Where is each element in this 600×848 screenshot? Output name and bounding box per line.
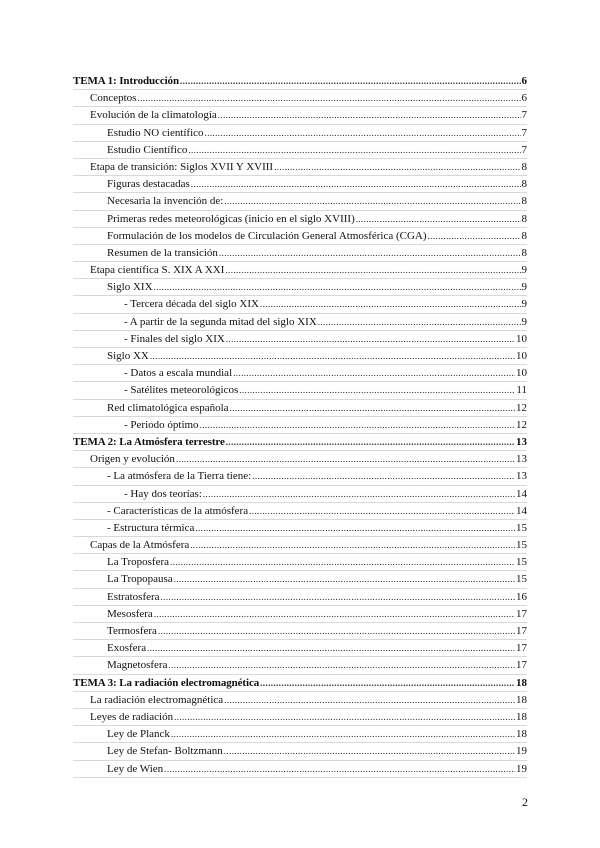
toc-dot-leader — [224, 692, 515, 709]
toc-entry-title: Exosfera — [107, 642, 147, 655]
toc-entry[interactable] — [73, 279, 527, 296]
toc-dot-leader — [168, 657, 515, 674]
toc-entry-title: Ley de Planck — [107, 728, 170, 741]
toc-dot-leader — [356, 211, 521, 228]
toc-entry[interactable] — [73, 228, 527, 245]
toc-dot-leader — [274, 159, 520, 176]
toc-entry-title: Mesosfera — [107, 607, 153, 620]
toc-entry-title: La Troposfera — [107, 556, 170, 569]
toc-entry-page: 7 — [521, 143, 527, 156]
toc-entry-page: 8 — [521, 178, 527, 191]
toc-entry-title: Estudio NO científico — [107, 126, 204, 139]
toc-entry-page: 16 — [516, 590, 527, 603]
toc-dot-leader — [174, 571, 515, 588]
toc-entry[interactable] — [73, 365, 527, 382]
toc-entry[interactable] — [73, 657, 527, 674]
toc-entry[interactable] — [73, 640, 527, 657]
toc-entry-page: 8 — [521, 229, 527, 242]
toc-entry[interactable] — [73, 142, 527, 159]
toc-entry-page: 17 — [516, 642, 527, 655]
toc-dot-leader — [171, 726, 515, 743]
toc-entry-title: Necesaria la invención de: — [107, 195, 224, 208]
toc-dot-leader — [147, 640, 515, 657]
toc-entry[interactable] — [73, 296, 527, 313]
toc-entry-page: 8 — [521, 212, 527, 225]
toc-entry[interactable] — [73, 692, 527, 709]
toc-entry-page: 14 — [516, 487, 527, 500]
toc-entry-page: 6 — [521, 92, 527, 105]
toc-entry-title: - A partir de la segunda mitad del siglo XIX — [124, 315, 317, 328]
toc-entry[interactable] — [73, 554, 527, 571]
toc-dot-leader — [158, 623, 515, 640]
toc-entry-page: 17 — [516, 659, 527, 672]
toc-dot-leader — [137, 90, 520, 107]
toc-entry-title: - La atmósfera de la Tierra tiene: — [107, 470, 252, 483]
toc-entry-page: 7 — [521, 109, 527, 122]
toc-entry-page: 18 — [516, 676, 527, 689]
toc-entry[interactable] — [73, 675, 527, 692]
toc-entry[interactable] — [73, 571, 527, 588]
toc-entry-title: Figuras destacadas — [107, 178, 190, 191]
toc-entry-page: 10 — [516, 367, 527, 380]
toc-entry-title: Leyes de radiación — [90, 710, 174, 723]
toc-entry-title: - Periodo óptimo — [124, 418, 199, 431]
toc-dot-leader — [161, 589, 515, 606]
toc-dot-leader — [260, 675, 515, 692]
toc-entry[interactable] — [73, 382, 527, 399]
toc-entry-page: 8 — [521, 160, 527, 173]
toc-entry[interactable] — [73, 348, 527, 365]
toc-entry-page: 13 — [516, 470, 527, 483]
toc-entry-page: 12 — [516, 401, 527, 414]
toc-entry[interactable] — [73, 434, 527, 451]
toc-dot-leader — [225, 262, 520, 279]
toc-entry[interactable] — [73, 709, 527, 726]
toc-entry[interactable] — [73, 125, 527, 142]
toc-entry-page: 18 — [516, 693, 527, 706]
toc-entry[interactable] — [73, 606, 527, 623]
toc-entry-page: 17 — [516, 625, 527, 637]
toc-entry-title: - Estructura térmica — [107, 521, 195, 534]
toc-dot-leader — [190, 537, 515, 554]
toc-entry[interactable] — [73, 451, 527, 468]
toc-dot-leader — [191, 176, 521, 193]
toc-dot-leader — [230, 400, 515, 417]
toc-entry[interactable] — [73, 73, 527, 90]
toc-dot-leader — [218, 107, 521, 124]
toc-entry-page: 9 — [521, 281, 527, 294]
toc-entry-page: 13 — [516, 435, 527, 448]
toc-dot-leader — [176, 451, 515, 468]
toc-dot-leader — [188, 142, 520, 159]
toc-dot-leader — [226, 331, 515, 348]
toc-entry-page: 17 — [516, 607, 527, 620]
toc-entry-page: 8 — [521, 195, 527, 208]
toc-entry[interactable] — [73, 623, 527, 640]
toc-entry[interactable] — [73, 90, 527, 107]
toc-entry-page: 7 — [521, 126, 527, 139]
toc-entry[interactable] — [73, 468, 527, 485]
toc-entry-title: - Satélites meteorológicos — [124, 384, 239, 397]
toc-entry-title: Ley de Stefan- Boltzmann — [107, 745, 223, 758]
table-of-contents — [73, 73, 527, 778]
toc-dot-leader — [164, 761, 515, 778]
toc-entry-title: Estudio Científico — [107, 143, 188, 156]
toc-entry[interactable] — [73, 245, 527, 262]
toc-entry[interactable] — [73, 417, 527, 434]
toc-dot-leader — [203, 486, 515, 503]
toc-entry[interactable] — [73, 486, 527, 503]
toc-dot-leader — [252, 468, 515, 485]
toc-entry[interactable] — [73, 107, 527, 124]
toc-dot-leader — [195, 520, 515, 537]
toc-entry-title: Capas de la Atmósfera — [90, 539, 190, 552]
toc-entry[interactable] — [73, 503, 527, 520]
toc-dot-leader — [154, 279, 521, 296]
toc-entry-page: 13 — [516, 453, 527, 466]
toc-entry-title: Etapa científica S. XIX A XXI — [90, 264, 225, 277]
toc-dot-leader — [318, 314, 521, 331]
toc-entry-page: 18 — [516, 728, 527, 741]
toc-dot-leader — [224, 743, 515, 760]
toc-dot-leader — [260, 296, 521, 313]
toc-entry-title: La Tropopausa — [107, 573, 173, 586]
toc-entry-title: - Tercera década del siglo XIX — [124, 298, 259, 311]
toc-entry-page: 15 — [516, 573, 527, 586]
toc-entry-page: 11 — [516, 384, 527, 397]
toc-entry-title: Conceptos — [90, 92, 137, 105]
toc-entry-page: 10 — [516, 332, 527, 345]
toc-entry-title: Resumen de la transición — [107, 246, 218, 259]
toc-entry-page: 9 — [521, 298, 527, 311]
toc-dot-leader — [205, 125, 521, 142]
toc-entry[interactable] — [73, 743, 527, 760]
toc-dot-leader — [226, 434, 515, 451]
toc-dot-leader — [233, 365, 515, 382]
toc-entry-title: TEMA 3: La radiación electromagnética — [73, 676, 260, 689]
toc-entry-page: 15 — [516, 556, 527, 569]
toc-entry-page: 19 — [516, 762, 527, 775]
toc-entry[interactable] — [73, 726, 527, 743]
toc-entry-title: Termosfera — [107, 625, 157, 637]
toc-dot-leader — [200, 417, 515, 434]
toc-dot-leader — [154, 606, 515, 623]
toc-entry-title: Siglo XX — [107, 350, 149, 362]
toc-entry-page: 19 — [516, 745, 527, 758]
toc-entry[interactable] — [73, 193, 527, 210]
toc-entry-page: 12 — [516, 418, 527, 431]
toc-dot-leader — [150, 348, 515, 365]
toc-entry-page: 9 — [521, 264, 527, 277]
toc-entry-title: Estratosfera — [107, 590, 160, 603]
toc-dot-leader — [224, 193, 520, 210]
toc-entry-title: - Hay dos teorías: — [124, 487, 202, 500]
toc-entry[interactable] — [73, 520, 527, 537]
toc-entry-page: 9 — [521, 315, 527, 328]
toc-entry[interactable] — [73, 211, 527, 228]
toc-dot-leader — [174, 709, 515, 726]
toc-entry[interactable] — [73, 331, 527, 348]
toc-entry-page: 8 — [521, 246, 527, 259]
toc-entry[interactable] — [73, 761, 527, 778]
toc-dot-leader — [239, 382, 515, 399]
toc-entry-title: - Características de la atmósfera — [107, 504, 249, 517]
toc-entry-title: Evolución de la climatología — [90, 109, 217, 122]
toc-dot-leader — [219, 245, 521, 262]
toc-entry-title: La radiación electromagnética — [90, 693, 224, 706]
toc-entry-page: 18 — [516, 710, 527, 723]
toc-dot-leader — [249, 503, 515, 520]
toc-entry-title: Magnetosfera — [107, 659, 168, 672]
toc-entry-title: - Datos a escala mundial — [124, 367, 233, 380]
toc-entry-page: 14 — [516, 504, 527, 517]
toc-entry-page: 6 — [521, 75, 527, 87]
toc-entry[interactable] — [73, 537, 527, 554]
toc-entry[interactable] — [73, 589, 527, 606]
toc-entry-page: 15 — [516, 521, 527, 534]
toc-dot-leader — [170, 554, 515, 571]
toc-entry[interactable] — [73, 262, 527, 279]
toc-entry[interactable] — [73, 176, 527, 193]
toc-entry-title: Formulación de los modelos de Circulación General Atmosférica (CGA) — [107, 229, 427, 242]
toc-entry-title: TEMA 1: Introducción — [73, 75, 179, 87]
toc-entry-page: 10 — [516, 350, 527, 362]
toc-entry-title: Ley de Wien — [107, 762, 164, 775]
page-number: 2 — [522, 795, 528, 809]
toc-entry-title: - Finales del siglo XIX — [124, 332, 225, 345]
toc-entry-title: Etapa de transición: Siglos XVII Y XVIII — [90, 160, 274, 173]
toc-entry-page: 15 — [516, 539, 527, 552]
toc-entry[interactable] — [73, 314, 527, 331]
toc-entry-title: Siglo XIX — [107, 281, 153, 294]
toc-entry-title: TEMA 2: La Atmósfera terrestre — [73, 435, 225, 448]
toc-entry-title: Origen y evolución — [90, 453, 175, 466]
toc-entry[interactable] — [73, 400, 527, 417]
toc-entry[interactable] — [73, 159, 527, 176]
toc-dot-leader — [180, 73, 521, 90]
toc-entry-title: Red climatológica española — [107, 401, 229, 414]
toc-dot-leader — [428, 228, 521, 245]
toc-entry-title: Primeras redes meteorológicas (inicio en el siglo XVIII) — [107, 212, 355, 225]
